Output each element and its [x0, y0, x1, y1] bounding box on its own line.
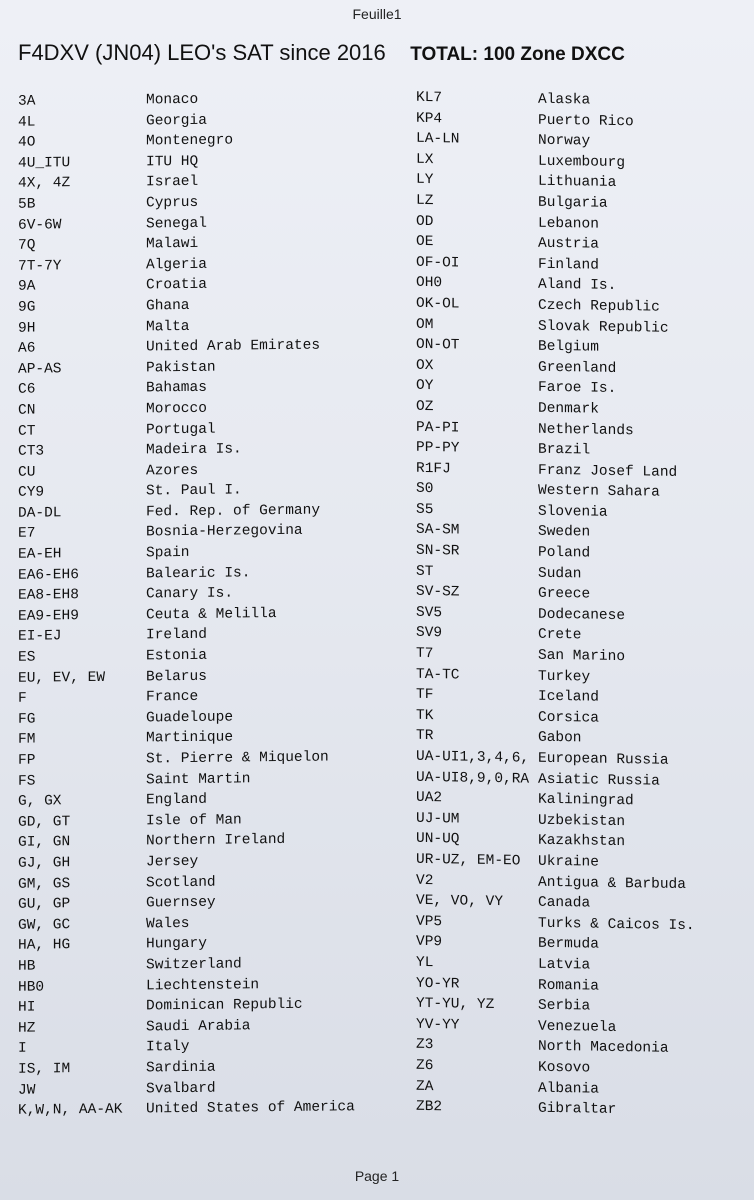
dxcc-country: Croatia [146, 277, 207, 294]
dxcc-prefix: UR-UZ, EM-EO [416, 851, 521, 870]
dxcc-country: Dominican Republic [146, 996, 303, 1015]
dxcc-country: Jersey [146, 853, 199, 871]
dxcc-prefix: HI [18, 999, 36, 1016]
dxcc-country: Latvia [538, 956, 591, 974]
dxcc-prefix: VP9 [416, 934, 443, 951]
dxcc-country: Bulgaria [538, 194, 608, 212]
dxcc-prefix: GU, GP [18, 896, 71, 913]
dxcc-prefix: OM [416, 316, 434, 333]
dxcc-country: Sudan [538, 565, 582, 583]
dxcc-country: Norway [538, 132, 591, 150]
dxcc-country: Uzbekistan [538, 812, 626, 830]
dxcc-prefix: A6 [18, 340, 36, 357]
dxcc-country: Finland [538, 256, 599, 274]
dxcc-prefix: OE [416, 233, 434, 251]
dxcc-country: Montenegro [146, 132, 234, 150]
dxcc-prefix: TR [416, 728, 434, 745]
sheet-label: Feuille1 [352, 6, 402, 22]
list-item [18, 1056, 355, 1080]
dxcc-prefix: UA2 [416, 789, 443, 807]
dxcc-country: Monaco [146, 91, 199, 109]
dxcc-prefix: KL7 [416, 89, 443, 107]
dxcc-country: Iceland [538, 688, 599, 706]
dxcc-country: Belgium [538, 338, 599, 356]
dxcc-country: Crete [538, 627, 582, 644]
list-item [18, 953, 355, 977]
dxcc-prefix: YL [416, 954, 434, 972]
dxcc-country: Israel [146, 174, 199, 191]
dxcc-prefix: C6 [18, 381, 36, 399]
dxcc-prefix: G, GX [18, 793, 62, 810]
dxcc-country: Lithuania [538, 174, 617, 192]
dxcc-prefix: ZA [416, 1078, 434, 1095]
list-item [416, 1097, 695, 1122]
dxcc-country: Liechtenstein [146, 976, 260, 994]
list-item [18, 191, 355, 215]
dxcc-country: Saudi Arabia [146, 1018, 251, 1036]
dxcc-prefix: 4X, 4Z [18, 175, 71, 193]
dxcc-country: San Marino [538, 647, 626, 666]
dxcc-prefix: CT [18, 423, 36, 440]
dxcc-country: Ireland [146, 627, 207, 644]
dxcc-prefix: LZ [416, 192, 434, 210]
dxcc-prefix: ES [18, 649, 36, 666]
dxcc-prefix: GJ, GH [18, 855, 71, 872]
dxcc-country: Slovak Republic [538, 318, 669, 337]
page-title [18, 40, 625, 66]
dxcc-prefix: ON-OT [416, 336, 460, 354]
dxcc-country: Bosnia-Herzegovina [146, 523, 303, 541]
dxcc-country: Belarus [146, 668, 207, 686]
dxcc-prefix: 9G [18, 299, 36, 316]
dxcc-prefix: HB0 [18, 979, 45, 996]
dxcc-country: Greenland [538, 359, 617, 377]
dxcc-country: France [146, 689, 199, 706]
dxcc-country: Hungary [146, 936, 207, 953]
dxcc-prefix: PP-PY [416, 439, 460, 457]
dxcc-prefix: FG [18, 711, 36, 728]
dxcc-country: Ukraine [538, 853, 599, 871]
dxcc-prefix: K,W,N, AA-AK [18, 1101, 123, 1119]
dxcc-country: Western Sahara [538, 483, 660, 501]
dxcc-prefix: CU [18, 464, 36, 481]
dxcc-country: Alaska [538, 91, 591, 109]
dxcc-country: Netherlands [538, 421, 634, 439]
dxcc-prefix: SV-SZ [416, 584, 460, 601]
right-column [416, 90, 695, 1120]
dxcc-prefix: GD, GT [18, 813, 71, 831]
dxcc-prefix: 3A [18, 93, 36, 110]
dxcc-country: Scotland [146, 874, 216, 891]
dxcc-country: United States of America [146, 1099, 355, 1118]
dxcc-country: Brazil [538, 441, 591, 459]
dxcc-country: St. Paul I. [146, 482, 242, 500]
dxcc-country: Svalbard [146, 1080, 216, 1097]
dxcc-prefix: SV9 [416, 625, 443, 642]
dxcc-prefix: HB [18, 958, 36, 975]
dxcc-prefix: OF-OI [416, 254, 460, 272]
dxcc-prefix: 5B [18, 196, 36, 213]
dxcc-prefix: 7T-7Y [18, 258, 62, 275]
dxcc-prefix: VE, VO, VY [416, 892, 504, 911]
dxcc-country: Aland Is. [538, 277, 617, 295]
dxcc-prefix: 9A [18, 278, 36, 296]
dxcc-country: Madeira Is. [146, 441, 242, 459]
dxcc-prefix: IS, IM [18, 1061, 71, 1078]
dxcc-prefix: SV5 [416, 604, 443, 622]
dxcc-prefix: UA-UI8,9,0,RA [416, 769, 530, 788]
dxcc-prefix: CY9 [18, 484, 45, 502]
dxcc-country: Slovenia [538, 503, 608, 521]
list-item [18, 294, 355, 318]
total-text: TOTAL: 100 Zone DXCC [410, 44, 625, 65]
dxcc-prefix: EA-EH [18, 546, 62, 563]
dxcc-country: Ceuta & Melilla [146, 605, 277, 624]
dxcc-prefix: 9H [18, 320, 36, 337]
dxcc-prefix: KP4 [416, 110, 443, 127]
dxcc-country: Venezuela [538, 1018, 617, 1036]
dxcc-prefix: FM [18, 731, 36, 749]
dxcc-country: Bermuda [538, 936, 599, 954]
dxcc-prefix: TF [416, 687, 434, 704]
dxcc-country: Canary Is. [146, 585, 234, 603]
dxcc-country: Spain [146, 545, 190, 562]
dxcc-country: Lebanon [538, 215, 599, 233]
dxcc-country: Austria [538, 235, 599, 253]
dxcc-prefix: EA6-EH6 [18, 566, 79, 584]
dxcc-prefix: 7Q [18, 237, 36, 254]
dxcc-country: Corsica [538, 709, 599, 727]
dxcc-country: St. Pierre & Miquelon [146, 749, 329, 768]
dxcc-country: Balearic Is. [146, 564, 251, 583]
dxcc-country: Sweden [538, 524, 591, 542]
dxcc-country: Estonia [146, 647, 207, 665]
dxcc-country: Guadeloupe [146, 709, 234, 727]
title-text: F4DXV (JN04) LEO's SAT since 2016 [18, 40, 386, 65]
dxcc-country: Pakistan [146, 359, 216, 377]
dxcc-prefix: Z3 [416, 1037, 434, 1054]
dxcc-country: Algeria [146, 256, 207, 274]
dxcc-country: Kazakhstan [538, 833, 626, 851]
dxcc-prefix: OX [416, 357, 434, 374]
dxcc-country: Luxembourg [538, 153, 626, 171]
dxcc-country: Turks & Caicos Is. [538, 915, 695, 934]
dxcc-prefix: OZ [416, 398, 434, 415]
dxcc-country: North Macedonia [538, 1039, 669, 1058]
dxcc-country: Saint Martin [146, 770, 251, 789]
dxcc-country: Sardinia [146, 1059, 216, 1077]
dxcc-prefix: AP-AS [18, 361, 62, 378]
dxcc-prefix: OH0 [416, 275, 443, 292]
dxcc-country: Martinique [146, 729, 234, 747]
dxcc-country: Portugal [146, 421, 216, 438]
dxcc-country: Malawi [146, 236, 199, 253]
list-item [18, 747, 355, 771]
dxcc-country: Antigua & Barbuda [538, 874, 686, 893]
dxcc-prefix: YT-YU, YZ [416, 995, 495, 1014]
dxcc-prefix: ST [416, 563, 434, 580]
dxcc-prefix: UN-UQ [416, 831, 460, 848]
dxcc-country: Albania [538, 1080, 599, 1098]
dxcc-prefix: EI-EJ [18, 628, 62, 646]
dxcc-prefix: UJ-UM [416, 810, 460, 828]
dxcc-country: Guernsey [146, 894, 216, 912]
dxcc-prefix: LY [416, 172, 434, 189]
dxcc-prefix: 4L [18, 114, 36, 131]
dxcc-prefix: E7 [18, 526, 36, 543]
dxcc-country: Serbia [538, 997, 591, 1015]
dxcc-country: Kosovo [538, 1059, 591, 1077]
dxcc-country: Greece [538, 585, 591, 603]
dxcc-prefix: F [18, 690, 27, 707]
dxcc-country: Wales [146, 915, 190, 933]
page-number: Page 1 [354, 1168, 400, 1184]
dxcc-country: Isle of Man [146, 812, 242, 830]
dxcc-country: Cyprus [146, 194, 199, 212]
dxcc-prefix: VP5 [416, 913, 443, 930]
dxcc-country: Northern Ireland [146, 832, 286, 850]
dxcc-country: Kaliningrad [538, 791, 634, 810]
dxcc-prefix: R1FJ [416, 460, 451, 478]
dxcc-country: Denmark [538, 400, 599, 418]
dxcc-country: Gabon [538, 730, 582, 747]
dxcc-prefix: EA9-EH9 [18, 607, 79, 625]
dxcc-prefix: GW, GC [18, 916, 71, 934]
dxcc-country: Switzerland [146, 956, 242, 974]
list-item [18, 397, 355, 421]
dxcc-country: Czech Republic [538, 297, 660, 316]
dxcc-prefix: FS [18, 773, 36, 790]
dxcc-prefix: CN [18, 402, 36, 419]
dxcc-country: Puerto Rico [538, 112, 634, 130]
dxcc-prefix: 4O [18, 134, 36, 151]
dxcc-country: Gibraltar [538, 1100, 617, 1119]
dxcc-country: Faroe Is. [538, 380, 617, 398]
dxcc-prefix: JW [18, 1082, 36, 1099]
dxcc-country: Franz Josef Land [538, 462, 678, 481]
dxcc-country: Bahamas [146, 380, 207, 397]
dxcc-prefix: S0 [416, 481, 434, 498]
dxcc-country: Senegal [146, 215, 207, 232]
dxcc-country: Italy [146, 1039, 190, 1056]
dxcc-prefix: HZ [18, 1020, 36, 1037]
dxcc-prefix: DA-DL [18, 505, 62, 522]
list-item [18, 1097, 355, 1121]
dxcc-prefix: S5 [416, 501, 434, 518]
dxcc-country: Romania [538, 977, 599, 995]
dxcc-prefix: YO-YR [416, 975, 460, 993]
dxcc-prefix: EU, EV, EW [18, 669, 106, 687]
dxcc-prefix: GM, GS [18, 875, 71, 893]
dxcc-prefix: YV-YY [416, 1016, 460, 1034]
dxcc-prefix: CT3 [18, 443, 45, 460]
dxcc-country: Dodecanese [538, 606, 626, 624]
dxcc-prefix: LA-LN [416, 130, 460, 148]
dxcc-prefix: 6V-6W [18, 216, 62, 234]
dxcc-prefix: FP [18, 752, 36, 769]
dxcc-prefix: SA-SM [416, 522, 460, 539]
dxcc-country: Asiatic Russia [538, 771, 660, 790]
dxcc-country: Ghana [146, 297, 190, 315]
dxcc-country: ITU HQ [146, 153, 199, 171]
dxcc-prefix: TK [416, 707, 434, 724]
dxcc-country: United Arab Emirates [146, 337, 321, 356]
dxcc-prefix: OD [416, 213, 434, 230]
dxcc-country: England [146, 791, 207, 809]
dxcc-prefix: V2 [416, 872, 434, 889]
dxcc-prefix: TA-TC [416, 666, 460, 684]
list-item [18, 88, 355, 112]
dxcc-country: Fed. Rep. of Germany [146, 502, 321, 521]
dxcc-prefix: LX [416, 151, 434, 168]
dxcc-country: Georgia [146, 112, 207, 130]
dxcc-prefix: EA8-EH8 [18, 587, 79, 605]
dxcc-prefix: OY [416, 378, 434, 395]
dxcc-country: Azores [146, 462, 199, 480]
left-column [18, 90, 355, 1120]
dxcc-prefix: ZB2 [416, 1098, 443, 1116]
dxcc-country: Poland [538, 544, 591, 562]
list-item [18, 850, 355, 874]
dxcc-prefix: PA-PI [416, 419, 460, 436]
dxcc-country: Morocco [146, 400, 207, 418]
dxcc-prefix: Z6 [416, 1057, 434, 1074]
dxcc-prefix: I [18, 1040, 27, 1058]
dxcc-country: European Russia [538, 750, 669, 769]
dxcc-prefix: 4U_ITU [18, 154, 71, 172]
dxcc-prefix: SN-SR [416, 542, 460, 560]
dxcc-prefix: UA-UI1,3,4,6, [416, 748, 530, 767]
dxcc-country: Turkey [538, 668, 591, 686]
dxcc-prefix: GI, GN [18, 834, 71, 852]
dxcc-country: Canada [538, 894, 591, 912]
dxcc-prefix: T7 [416, 645, 434, 663]
dxcc-prefix: HA, HG [18, 937, 71, 955]
dxcc-country: Malta [146, 318, 190, 335]
dxcc-prefix: OK-OL [416, 295, 460, 313]
